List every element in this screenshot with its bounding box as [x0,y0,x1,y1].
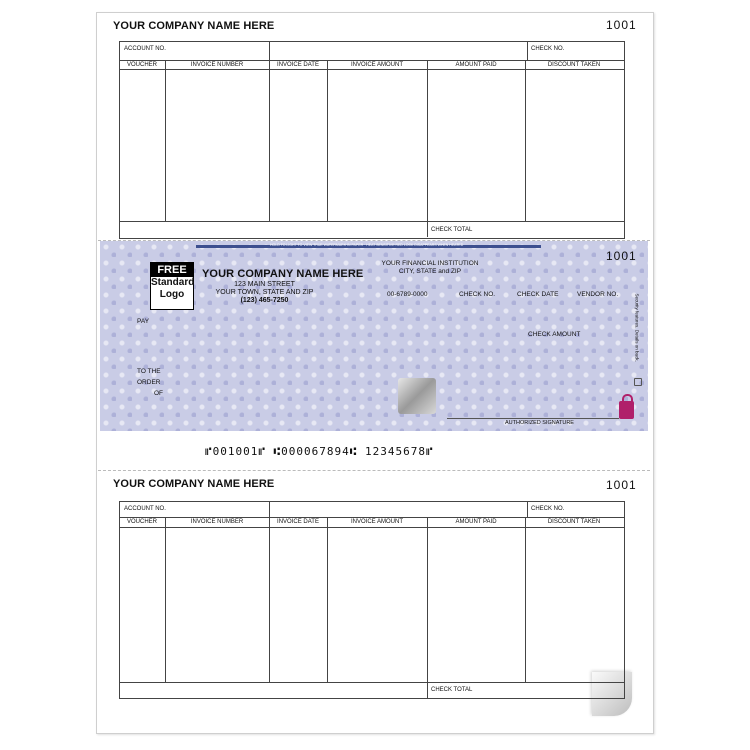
check-amount-label: CHECK AMOUNT [528,331,581,338]
check-company-name: YOUR COMPANY NAME HERE [202,268,364,280]
bottom-account-label: ACCOUNT NO. [124,506,166,512]
logo-logo: Logo [159,289,185,300]
security-banner-text: HOLD TO LIGHT TO VIEW TRUE WATERMARK IN PAPER · HEAT SENSITIVE RED LOCK DISAPPEARS WHEN HEATED [270,243,464,247]
heat-lock-icon [619,401,634,419]
bottom-col-invoice-date: INVOICE DATE [277,519,319,525]
logo-standard: Standard [151,277,195,288]
authorized-signature-label: AUTHORIZED SIGNATURE [505,420,574,426]
top-stub-company-name: YOUR COMPANY NAME HERE [113,20,275,32]
bank-city: CITY, STATE and ZIP [398,268,462,275]
logo-free: FREE [151,263,193,277]
signature-line [447,418,619,419]
check-street: 123 MAIN STREET [234,281,295,288]
bottom-check-total-label: CHECK TOTAL [431,687,473,693]
bottom-col-invoice-number: INVOICE NUMBER [190,519,244,525]
bottom-col-voucher: VOUCHER [126,519,157,525]
pay-label: PAY [137,318,150,325]
top-col-invoice-date: INVOICE DATE [277,62,319,68]
padlock-icon [634,378,642,386]
hologram-icon [398,378,436,414]
bottom-stub-company-name: YOUR COMPANY NAME HERE [113,478,275,490]
bottom-stub-number: 1001 [606,478,637,492]
to-the-label: TO THE [137,368,161,375]
bottom-col-amount-paid: AMOUNT PAID [455,519,497,525]
top-check-total-label: CHECK TOTAL [431,227,473,233]
bottom-check-label: CHECK NO. [531,506,565,512]
top-stub-number: 1001 [606,18,637,32]
check-date-label: CHECK DATE [517,291,559,298]
micr-line: ⑈001001⑈ ⑆000067894⑆ 12345678⑈ [205,445,434,458]
security-features-note: Security features. Details on back. [634,293,640,362]
bottom-col-discount-taken: DISCOUNT TAKEN [547,519,601,525]
check-phone: (123) 465-7250 [240,297,289,304]
of-label: OF [154,390,164,397]
check-number: 1001 [606,249,637,263]
top-account-label: ACCOUNT NO. [124,46,166,52]
top-col-voucher: VOUCHER [126,62,157,68]
order-label: ORDER [137,379,161,386]
bank-name: YOUR FINANCIAL INSTITUTION [381,260,479,267]
top-check-label: CHECK NO. [531,46,565,52]
top-col-amount-paid: AMOUNT PAID [455,62,497,68]
bottom-perforation [98,470,650,471]
top-col-invoice-number: INVOICE NUMBER [190,62,244,68]
top-col-invoice-amount: INVOICE AMOUNT [350,62,403,68]
check-city: YOUR TOWN, STATE AND ZIP [215,289,314,296]
routing-fraction: 00-6789-0000 [387,291,428,298]
check-no-label: CHECK NO. [459,291,496,298]
company-logo [150,262,194,310]
vendor-no-label: VENDOR NO. [577,291,619,298]
top-col-discount-taken: DISCOUNT TAKEN [547,62,601,68]
bottom-col-invoice-amount: INVOICE AMOUNT [350,519,403,525]
